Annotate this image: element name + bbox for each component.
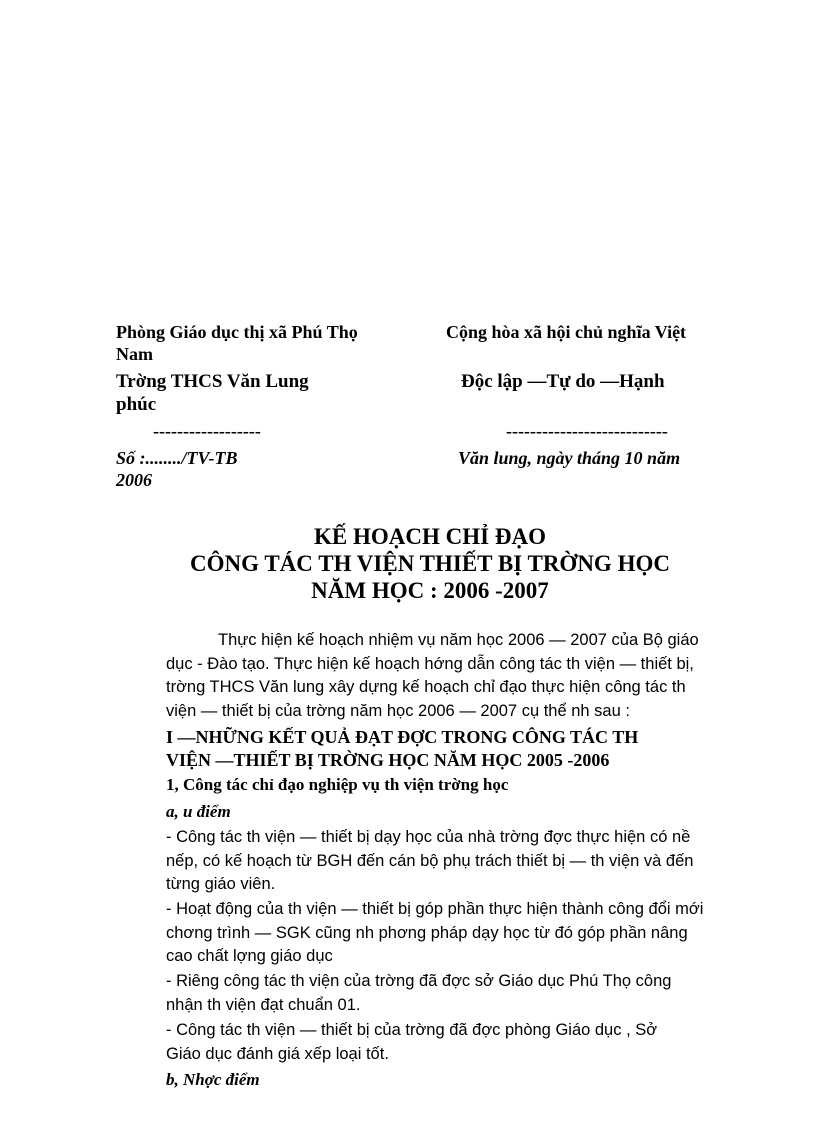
item-line: - Công tác th viện — thiết bị của trờng đã đợc phòng Giáo dục , Sở: [166, 1021, 658, 1039]
section-heading-cont: VIỆN —THIẾT BỊ TRỜNG HỌC NĂM HỌC 2005 -2006: [166, 750, 610, 770]
item-line: - Hoạt động của th viện — thiết bị góp phần thực hiện thành công đổi mới: [166, 900, 704, 918]
section-heading: I —NHỮNG KẾT QUẢ ĐẠT ĐỢC TRONG CÔNG TÁC TH: [166, 727, 639, 747]
left-divider: ------------------: [153, 421, 261, 441]
right-divider: ---------------------------: [506, 421, 668, 441]
strengths-heading: a, u điểm: [166, 802, 231, 821]
department-name-cont: Nam: [116, 344, 153, 364]
strength-item: [166, 970, 766, 1017]
item-line: nếp, có kế hoạch từ BGH đến cán bộ phụ trách thiết bị — th viện và đến: [166, 851, 694, 870]
strength-item: [166, 898, 766, 969]
item-line: chơng trình — SGK cũng nh phơng pháp dạy học từ đó góp phần nâng: [166, 923, 688, 942]
motto-cont: phúc: [116, 394, 157, 415]
intro-line: trờng THCS Văn lung xây dựng kế hoạch chỉ đạo thực hiện công tác th: [166, 678, 686, 696]
document-year: 2006: [116, 470, 152, 490]
item-line: Giáo dục đánh giá xếp loại tốt.: [166, 1044, 389, 1063]
motto: Độc lập —Tự do —Hạnh: [461, 371, 665, 392]
subsection-heading: 1, Công tác chỉ đạo nghiệp vụ th viện trờng học: [166, 775, 509, 794]
strength-item: [166, 1019, 766, 1066]
weaknesses-heading: b, Nhợc điểm: [166, 1070, 260, 1089]
strength-item: [166, 826, 766, 897]
item-line: cao chất lợng giáo dục: [166, 947, 333, 965]
intro-paragraph: [166, 629, 766, 723]
item-line: nhận th viện đạt chuẩn 01.: [166, 995, 361, 1014]
document-date: Văn lung, ngày tháng 10 năm: [458, 448, 681, 468]
school-name: Trờng THCS Văn Lung: [116, 371, 309, 392]
item-line: từng giáo viên.: [166, 875, 276, 893]
title-line-2: CÔNG TÁC TH VIỆN THIẾT BỊ TRỜNG HỌC: [190, 551, 670, 576]
intro-line: Thực hiện kế hoạch nhiệm vụ năm học 2006 — 2007 của Bộ giáo: [218, 631, 699, 649]
document-number: Số :......../TV-TB: [116, 448, 238, 468]
title-line-3: NĂM HỌC : 2006 -2007: [311, 578, 549, 603]
republic-name: Cộng hòa xã hội chủ nghĩa Việt: [446, 322, 687, 342]
item-line: - Riêng công tác th viện của trờng đã đợc sở Giáo dục Phú Thọ công: [166, 972, 672, 990]
intro-line: dục - Đào tạo. Thực hiện kế hoạch hớng dẫn công tác th viện — thiết bị,: [166, 654, 694, 673]
intro-line: viện — thiết bị của trờng năm học 2006 — 2007 cụ thể nh sau :: [166, 701, 630, 720]
item-line: - Công tác th viện — thiết bị dạy học của nhà trờng đợc thực hiện có nề: [166, 828, 691, 846]
department-name: Phòng Giáo dục thị xã Phú Thọ: [116, 322, 358, 342]
title-line-1: KẾ HOẠCH CHỈ ĐẠO: [314, 524, 546, 549]
